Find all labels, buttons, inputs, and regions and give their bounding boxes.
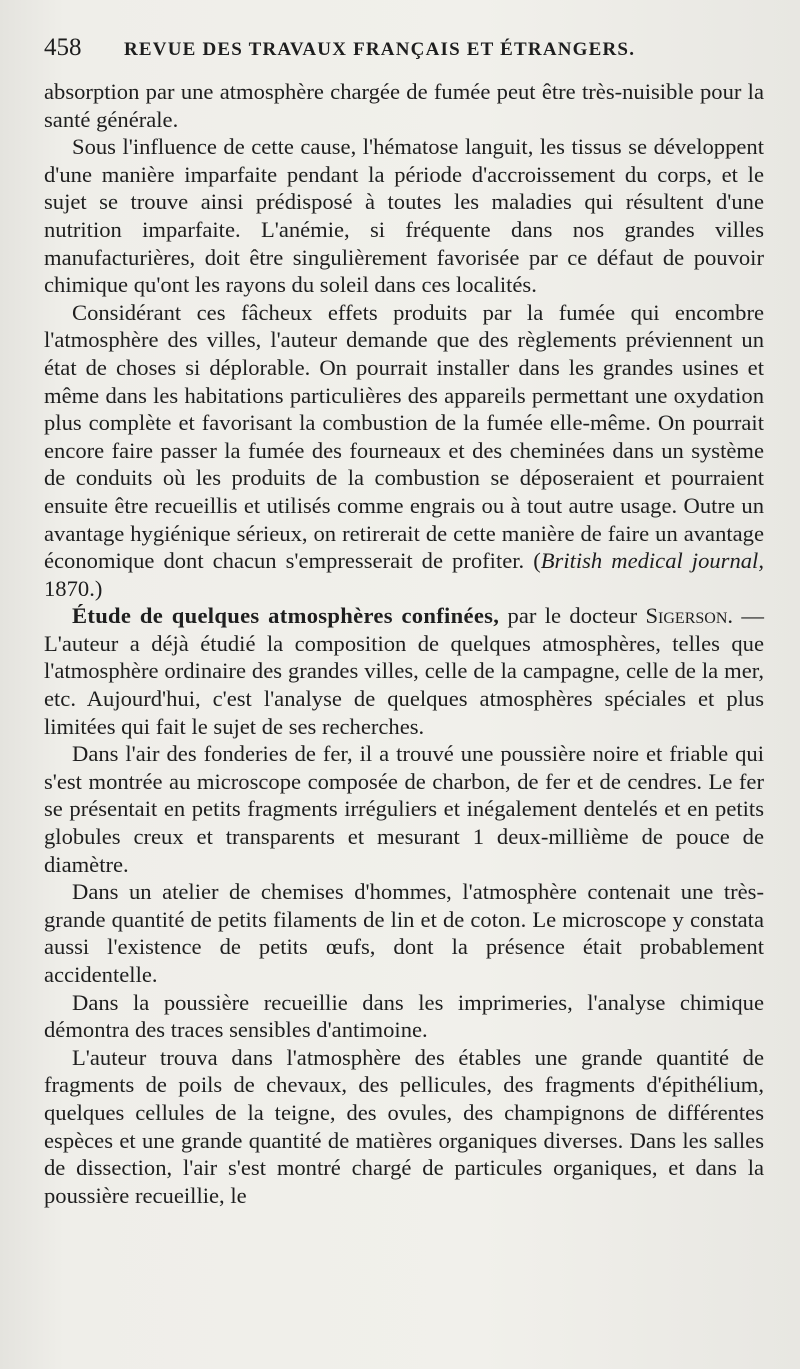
page-header (44, 34, 764, 78)
paragraph-4-text: — L'auteur a déjà étudié la composition de quelques atmosphères, telles que l'atmosphère ordinaire des grandes villes, celle de la campagne, celle de la mer, etc. Aujourd'hui, c'est l'analyse de quelques atmosphères spéciales et plus limitées qui fait le sujet de ses recherches. (44, 603, 764, 739)
page-number: 458 (44, 34, 82, 61)
paragraph-8: L'auteur trouva dans l'atmosphère des étables une grande quantité de fragments de poils de chevaux, des pellicules, des fragments d'épithélium, quelques cellules de la teigne, des ovules, des champignons de différentes espèces et une grande quantité de matières organiques diverses. Dans les salles de dissection, l'air s'est montré chargé de particules organiques, et dans la poussière recueillie, le (44, 1044, 764, 1208)
running-title: REVUE DES TRAVAUX FRANÇAIS ET ÉTRANGERS. (124, 39, 636, 60)
article-author: Sigerson. (645, 603, 734, 629)
paragraph-3-text: Considérant ces fâcheux effets produits par la fumée qui encombre l'atmosphère des villes, l'auteur demande que des règlements préviennent un état de choses si déplorable. On pourrait installer dans les grandes usines et même dans les habitations particulières des appareils permettant une oxydation plus complète et favorisant la combustion de la fumée elle-même. On pourrait encore faire passer la fumée des fourneaux et des cheminées dans un système de conduits où les produits de la combustion se déposeraient et pourraient ensuite être recueillis et utilisés comme engrais ou à tout autre usage. Outre un avantage hygiénique sérieux, on retirerait de cette manière de faire un avantage économique dont chacun s'empresserait de profiter. ( (44, 299, 764, 574)
source-citation: British medical journal, (540, 548, 764, 574)
source-year: 1870.) (44, 575, 103, 601)
paragraph-1: absorption par une atmosphère chargée de fumée peut être très-nuisible pour la santé générale. (44, 79, 764, 132)
body-text (44, 78, 764, 1209)
paragraph-7: Dans la poussière recueillie dans les imprimeries, l'analyse chimique démontra des traces sensibles d'antimoine. (44, 989, 764, 1043)
article-heading: Étude de quelques atmosphères confinées, (72, 603, 500, 629)
paragraph-4 (44, 602, 764, 740)
paragraph-3 (44, 299, 764, 603)
paragraph-5: Dans l'air des fonderies de fer, il a trouvé une poussière noire et friable qui s'est montrée au microscope composée de charbon, de fer et de cendres. Le fer se présentait en petits fragments irréguliers et inégalement dentelés et en petits globules creux et transparents et mesurant 1 deux-millième de pouce de diamètre. (44, 741, 764, 877)
article-byline: par le docteur (499, 603, 646, 629)
paragraph-2: Sous l'influence de cette cause, l'hématose languit, les tissus se développent d'une manière imparfaite pendant la période d'accroissement du corps, et le sujet se trouve ainsi prédisposé à toutes les maladies qui résultent d'une nutrition imparfaite. L'anémie, si fréquente dans nos grandes villes manufacturières, doit être singulièrement favorisée par ce défaut de pouvoir chimique qu'ont les rayons du soleil dans ces localités. (44, 134, 764, 298)
paragraph-6: Dans un atelier de chemises d'hommes, l'atmosphère contenait une très-grande quantité de petits filaments de lin et de coton. Le microscope y constata aussi l'existence de petits œufs, dont la présence était probablement accidentelle. (44, 879, 764, 987)
